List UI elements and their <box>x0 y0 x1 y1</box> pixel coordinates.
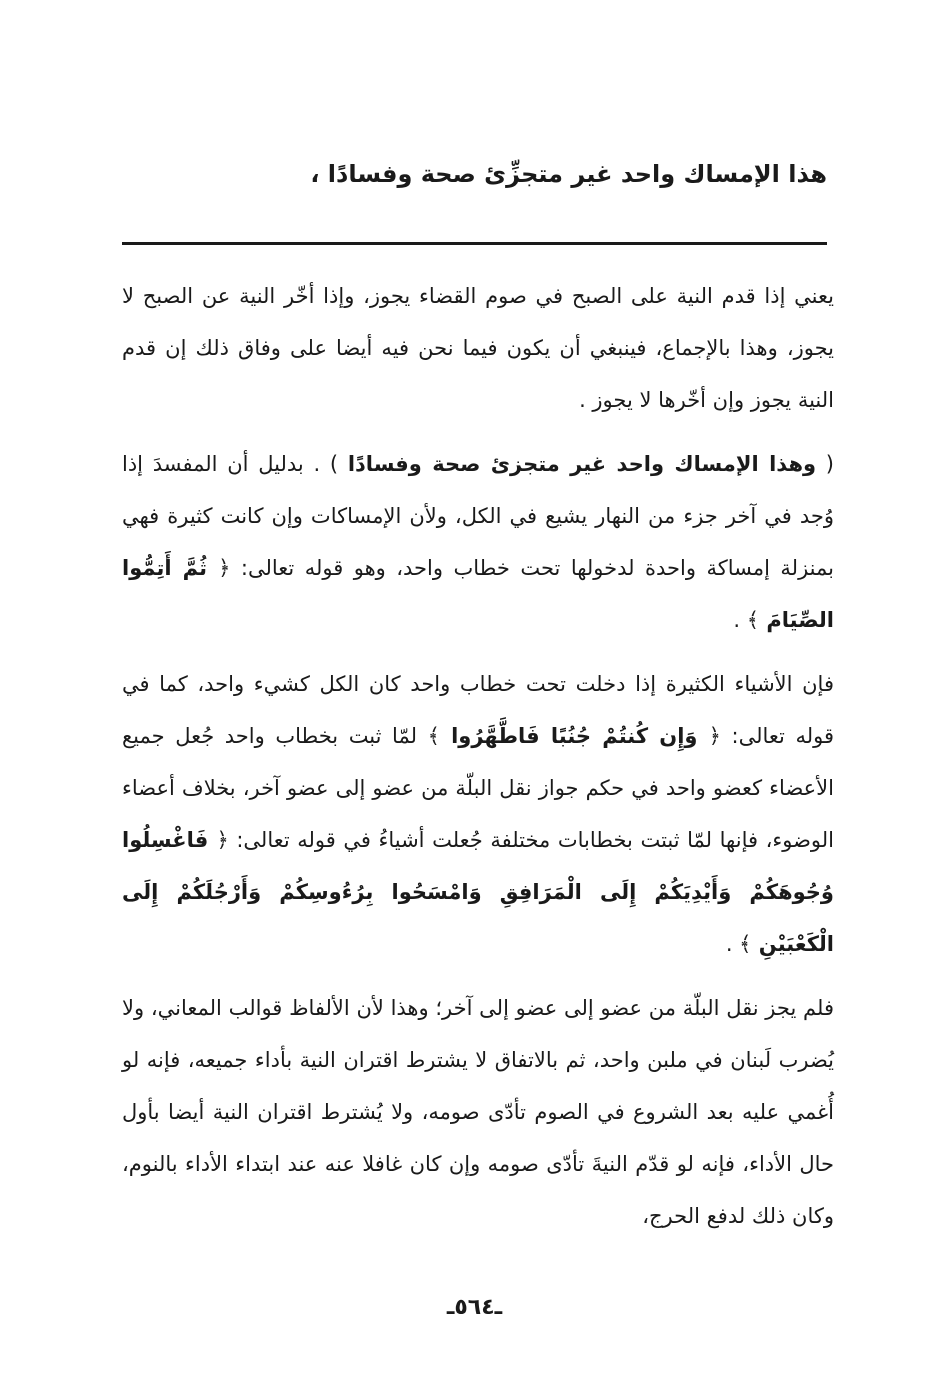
emphasized-text: وَإِن كُنتُمْ جُنُبًا فَاطَّهَّرُوا <box>439 724 709 748</box>
paragraph-text: لمّا ثبت بخطاب واحد جُعل جميع الأعضاء كعضو واحد في حكم جواز نقل البلّة من عضو إلى عضو آخر، بخلاف أعضاء الوضوء، فإنها لمّا ثبتت بخطابات مختلفة جُعلت أشياءُ في قوله تعالى: <box>122 724 834 852</box>
paragraph-text: ) . بدليل أن المفسدَ إذا وُجد في آخر جزء من النهار يشيع في الكل، ولأن الإمساكات وإن كانت كثيرة فهي بمنزلة إمساكة واحدة لدخولها تحت خطاب واحد، وهو قوله تعالى: <box>122 452 834 580</box>
emphasized-text: وهذا الإمساك واحد غير متجزئ صحة وفسادًا <box>347 452 817 476</box>
emphasized-text: ثُمَّ أَتِمُّوا الصِّيَامَ <box>122 556 834 632</box>
quran-bracket: ﴾ <box>427 724 440 748</box>
quran-bracket: ﴾ <box>739 932 752 956</box>
paragraph <box>122 982 834 1242</box>
paragraph <box>122 270 834 426</box>
quran-bracket: ﴿ <box>218 556 231 580</box>
paragraph-text: يعني إذا قدم النية على الصبح في صوم القضاء يجوز، وإذا أخّر النية عن الصبح لا يجوز، وهذا بالإجماع، فينبغي أن يكون فيما نحن فيه أيضا على وفاق ذلك إن قدم النية يجوز وإن أخّرها لا يجوز . <box>122 284 834 412</box>
paragraph-text: ( <box>816 452 834 476</box>
emphasized-text: فَاغْسِلُوا وُجُوهَكُمْ وَأَيْدِيَكُمْ إِلَى الْمَرَافِقِ وَامْسَحُوا بِرُءُوسِكُمْ وَأَرْجُلَكُمْ إِلَى الْكَعْبَيْنِ <box>122 828 834 956</box>
paragraph <box>122 658 834 970</box>
paragraph-text: فلم يجز نقل البلّة من عضو إلى عضو إلى آخر؛ وهذا لأن الألفاظ قوالب المعاني، ولا يُضرب لَبنان في ملبن واحد، ثم بالاتفاق لا يشترط اقتران النية بأداء جميعه، فإنه لو أُغمي عليه بعد الشروع في الصوم تأدّى صومه، ولا يُشترط اقتران النية أيضا بأول حال الأداء، فإنه لو قدّم النيةَ تأدّى صومه وإن كان غافلا عنه عند ابتداء الأداء بالنوم، وكان ذلك لدفع الحرج، <box>122 996 834 1228</box>
commentary-body <box>122 270 834 1242</box>
paragraph-text: . <box>725 932 740 956</box>
page-number: ـ٥٦٤ـ <box>446 1295 503 1320</box>
quran-bracket: ﴿ <box>216 828 229 852</box>
matn-heading: هذا الإمساك واحد غير متجزِّئ صحة وفسادًا ، <box>310 160 827 188</box>
paragraph-text: فإن الأشياء الكثيرة إذا دخلت تحت خطاب واحد كان الكل كشيء واحد، كما في قوله تعالى: <box>122 672 834 748</box>
separator-rule <box>122 242 827 245</box>
paragraph-text: . <box>733 608 747 632</box>
paragraph <box>122 438 834 646</box>
quran-bracket: ﴿ <box>708 724 721 748</box>
quran-bracket: ﴾ <box>746 608 760 632</box>
